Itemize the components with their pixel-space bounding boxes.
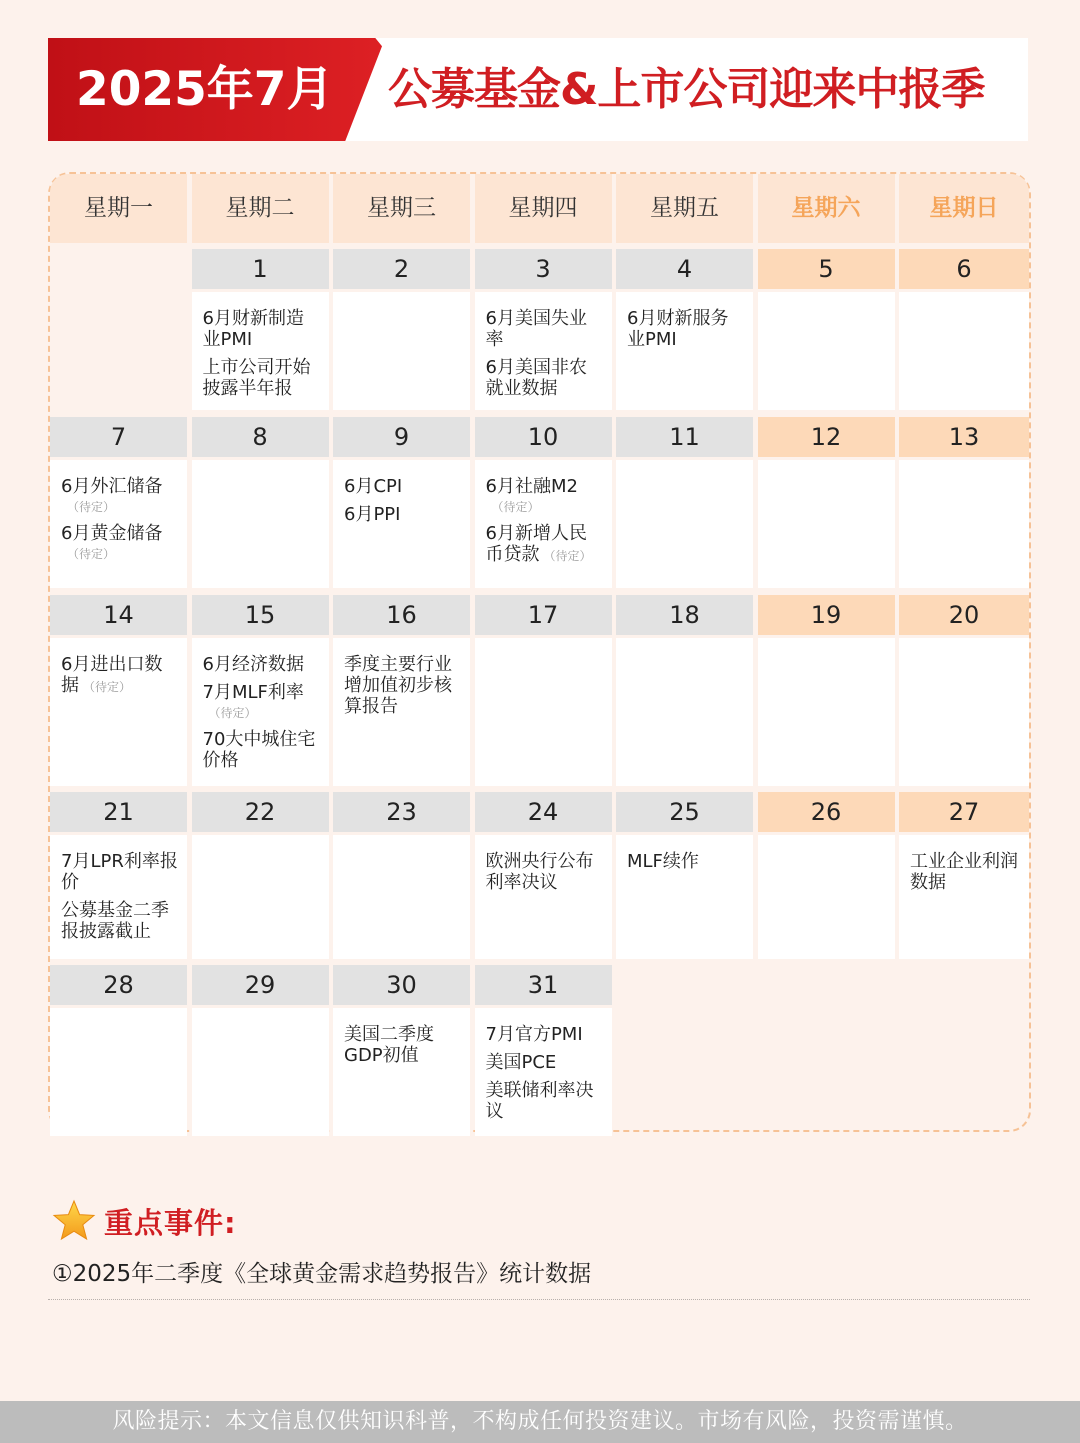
event-text: 欧洲央行公布利率决议: [485, 851, 594, 893]
weekday-header: 星期四: [475, 174, 612, 243]
day-number[interactable]: 26: [758, 792, 895, 832]
day-events-cell: [758, 460, 895, 588]
day-events-cell: [333, 835, 470, 959]
day-number[interactable]: 24: [475, 792, 612, 832]
day-events-cell: [50, 1008, 187, 1136]
empty-day: [899, 965, 1029, 1005]
day-events-cell: [50, 835, 187, 959]
event-item: [344, 654, 462, 717]
event-item: [61, 523, 179, 563]
event-text: 美国二季度GDP初值: [344, 1024, 434, 1066]
day-events-cell: [758, 835, 895, 959]
event-item: [344, 476, 462, 497]
calendar: [50, 174, 1029, 1136]
day-events-cell: [192, 292, 329, 410]
risk-disclaimer: 风险提示：本文信息仅供知识科普，不构成任何投资建议。市场有风险，投资需谨慎。: [0, 1401, 1080, 1443]
day-events-cell: [899, 292, 1029, 410]
event-text: 6月外汇储备: [61, 476, 163, 497]
empty-day: [758, 965, 895, 1005]
day-events-cell: [758, 638, 895, 786]
day-events-cell: [333, 292, 470, 410]
day-number[interactable]: 10: [475, 417, 612, 457]
empty-cell: [616, 1008, 753, 1136]
day-events-cell: [333, 638, 470, 786]
day-number[interactable]: 9: [333, 417, 470, 457]
star-icon: [52, 1199, 96, 1243]
day-events-cell: [475, 292, 612, 410]
day-events-cell: [475, 460, 612, 588]
day-number[interactable]: 15: [192, 595, 329, 635]
event-item: [486, 1024, 604, 1045]
pending-tag: （待定）: [208, 706, 257, 720]
event-item: [61, 654, 179, 698]
event-item: [486, 1052, 604, 1073]
event-text: 70大中城住宅价格: [202, 729, 316, 771]
event-text: 6月经济数据: [202, 654, 304, 675]
calendar-week-row: [50, 417, 1029, 588]
day-number[interactable]: 14: [50, 595, 187, 635]
key-events-title: 重点事件:: [104, 1205, 237, 1240]
event-item: [203, 654, 321, 675]
day-number[interactable]: 11: [616, 417, 753, 457]
event-text: MLF续作: [627, 851, 699, 872]
key-event-item: ①2025年二季度《全球黄金需求趋势报告》统计数据: [52, 1261, 592, 1287]
day-events-cell: [192, 638, 329, 786]
day-number[interactable]: 31: [475, 965, 612, 1005]
day-events-cell: [475, 638, 612, 786]
calendar-week-row: [50, 965, 1029, 1136]
day-events-cell: [333, 1008, 470, 1136]
event-text: 6月进出口数据: [61, 654, 163, 696]
calendar-week-row: [50, 249, 1029, 410]
event-text: 公募基金二季报披露截止: [61, 900, 169, 942]
day-number[interactable]: 21: [50, 792, 187, 832]
event-text: 7月MLF利率: [202, 682, 304, 703]
pending-tag: （待定）: [83, 680, 132, 694]
empty-cell: [899, 1008, 1029, 1136]
day-events-cell: [475, 1008, 612, 1136]
weekday-header: 星期二: [192, 174, 329, 243]
day-number[interactable]: 5: [758, 249, 895, 289]
day-events-cell: [50, 460, 187, 588]
event-text: 上市公司开始披露半年报: [202, 357, 311, 399]
day-events-cell: [50, 638, 187, 786]
day-number[interactable]: 3: [475, 249, 612, 289]
event-text: 6月社融M2: [485, 476, 578, 497]
day-number[interactable]: 25: [616, 792, 753, 832]
event-text: 7月官方PMI: [485, 1024, 583, 1045]
event-item: [486, 1080, 604, 1122]
event-text: 美联储利率决议: [485, 1080, 594, 1122]
empty-cell: [758, 1008, 895, 1136]
day-number[interactable]: 20: [899, 595, 1029, 635]
day-events-cell: [758, 292, 895, 410]
day-number[interactable]: 8: [192, 417, 329, 457]
weekday-header: 星期日: [899, 174, 1029, 243]
divider: [48, 1299, 1030, 1300]
event-item: [627, 308, 745, 350]
weekday-header-row: [50, 174, 1029, 243]
day-number[interactable]: 16: [333, 595, 470, 635]
day-events-cell: [192, 1008, 329, 1136]
day-number[interactable]: 22: [192, 792, 329, 832]
day-events-cell: [333, 460, 470, 588]
event-text: 6月新增人民币贷款: [485, 523, 587, 565]
event-text: 7月LPR利率报价: [61, 851, 178, 893]
event-item: [486, 308, 604, 350]
day-number[interactable]: 7: [50, 417, 187, 457]
day-number[interactable]: 17: [475, 595, 612, 635]
day-events-cell: [899, 460, 1029, 588]
header-banner: [48, 38, 1028, 141]
event-text: 工业企业利润数据: [910, 851, 1018, 893]
empty-day: [50, 249, 187, 289]
day-number[interactable]: 27: [899, 792, 1029, 832]
calendar-week-row: [50, 792, 1029, 959]
empty-cell: [50, 292, 187, 410]
event-item: [61, 476, 179, 516]
event-item: [910, 851, 1021, 893]
day-number[interactable]: 6: [899, 249, 1029, 289]
day-events-cell: [899, 835, 1029, 959]
weekday-header: 星期三: [333, 174, 470, 243]
event-item: [486, 476, 604, 516]
pending-tag: （待定）: [67, 547, 116, 561]
event-text: 6月美国失业率: [485, 308, 587, 350]
weekday-header: 星期五: [616, 174, 753, 243]
event-item: [344, 504, 462, 525]
event-text: 6月CPI: [344, 476, 403, 497]
day-number[interactable]: 23: [333, 792, 470, 832]
event-text: 美国PCE: [485, 1052, 557, 1073]
event-text: 6月PPI: [344, 504, 401, 525]
day-events-cell: [192, 460, 329, 588]
event-item: [486, 523, 604, 567]
calendar-week-row: [50, 595, 1029, 786]
day-number[interactable]: 1: [192, 249, 329, 289]
pending-tag: （待定）: [491, 500, 540, 514]
event-item: [203, 357, 321, 399]
month-label: 2025年7月: [76, 62, 334, 117]
event-item: [486, 851, 604, 893]
event-text: 6月黄金储备: [61, 523, 163, 544]
empty-day: [616, 965, 753, 1005]
day-number[interactable]: 4: [616, 249, 753, 289]
day-number[interactable]: 2: [333, 249, 470, 289]
day-events-cell: [192, 835, 329, 959]
day-number[interactable]: 12: [758, 417, 895, 457]
event-item: [61, 900, 179, 942]
event-text: 6月财新服务业PMI: [627, 308, 729, 350]
day-events-cell: [616, 460, 753, 588]
key-events-heading: [52, 1196, 237, 1246]
pending-tag: （待定）: [543, 549, 592, 563]
page-title: 公募基金&上市公司迎来中报季: [388, 64, 985, 115]
event-item: [203, 682, 321, 722]
weekday-header: 星期六: [758, 174, 895, 243]
day-number[interactable]: 18: [616, 595, 753, 635]
day-events-cell: [616, 835, 753, 959]
day-events-cell: [475, 835, 612, 959]
event-item: [486, 357, 604, 399]
event-item: [344, 1024, 462, 1066]
weekday-header: 星期一: [50, 174, 187, 243]
event-item: [627, 851, 745, 872]
day-events-cell: [616, 638, 753, 786]
day-number[interactable]: 28: [50, 965, 187, 1005]
event-item: [61, 851, 179, 893]
calendar-weeks: [50, 249, 1029, 1136]
event-text: 6月财新制造业PMI: [202, 308, 304, 350]
day-events-cell: [899, 638, 1029, 786]
pending-tag: （待定）: [67, 500, 116, 514]
day-number[interactable]: 19: [758, 595, 895, 635]
day-number[interactable]: 13: [899, 417, 1029, 457]
event-item: [203, 308, 321, 350]
day-number[interactable]: 30: [333, 965, 470, 1005]
day-events-cell: [616, 292, 753, 410]
day-number[interactable]: 29: [192, 965, 329, 1005]
event-item: [203, 729, 321, 771]
event-text: 6月美国非农就业数据: [485, 357, 587, 399]
event-text: 季度主要行业增加值初步核算报告: [344, 654, 452, 717]
